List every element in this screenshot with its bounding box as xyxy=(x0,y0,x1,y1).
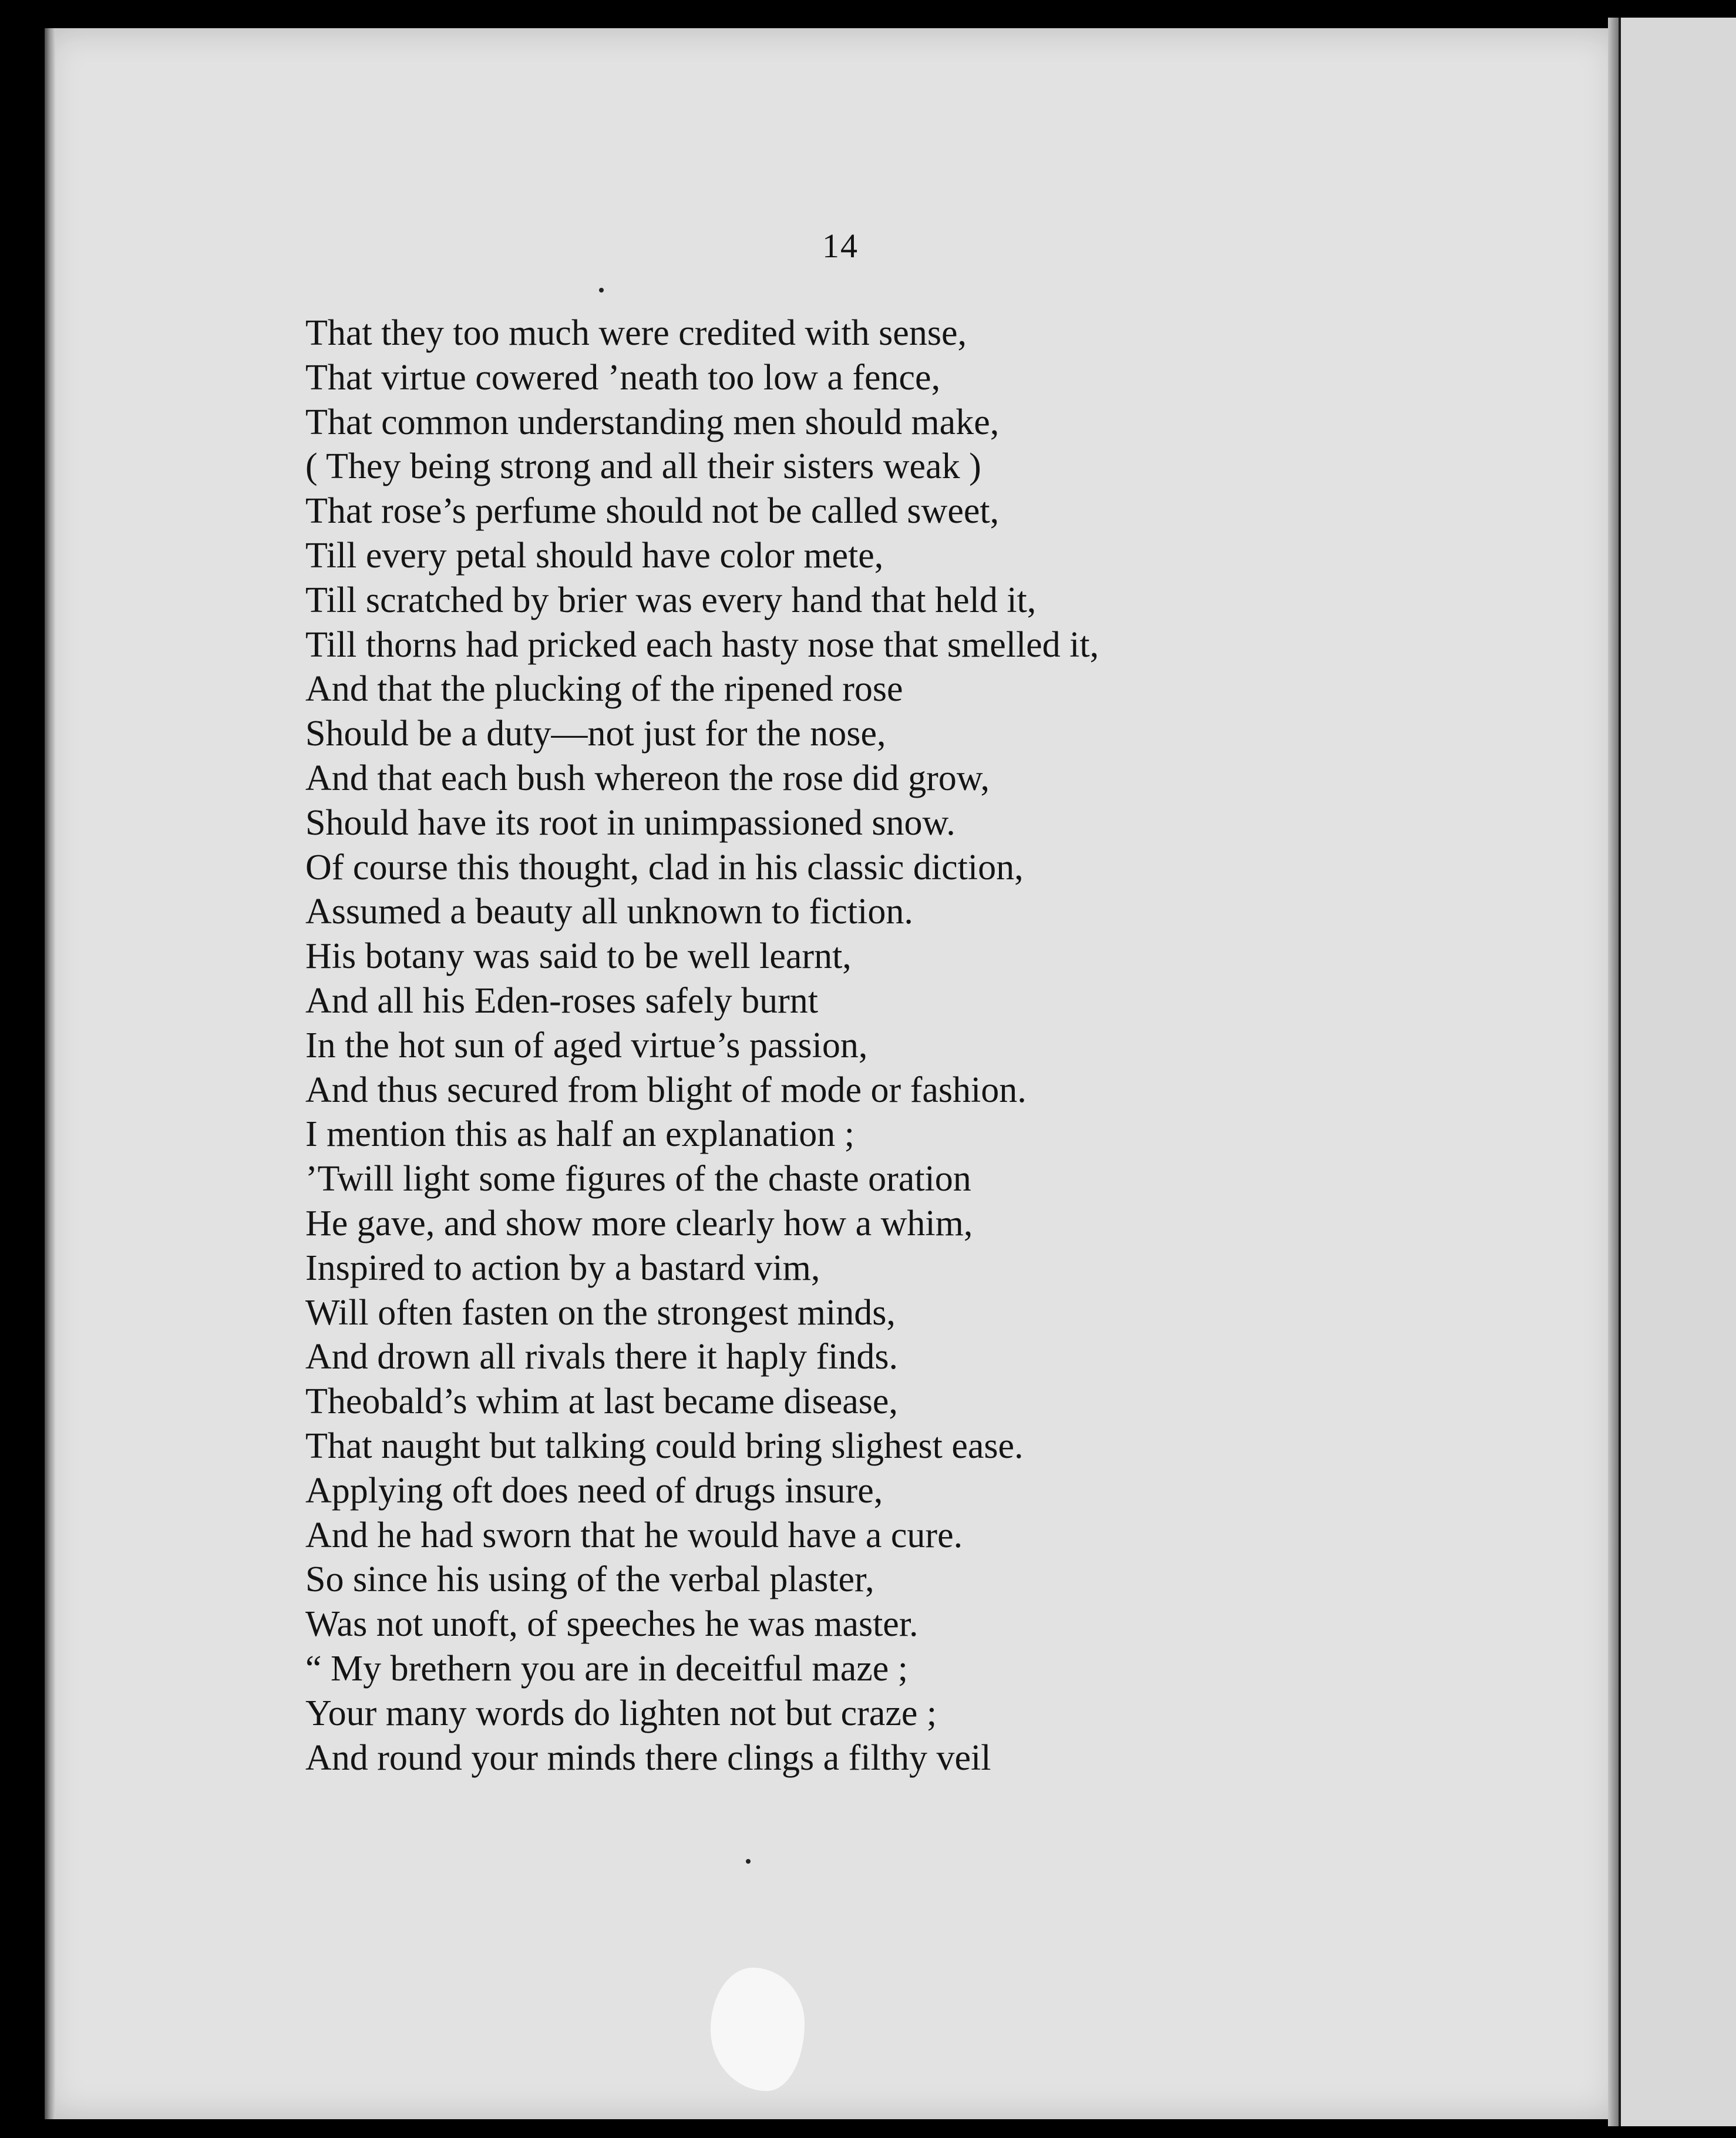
poem-line: In the hot sun of aged virtue’s passion, xyxy=(305,1025,868,1065)
poem-line: So since his using of the verbal plaster, xyxy=(305,1559,874,1600)
poem-line: And thus secured from blight of mode or fashion. xyxy=(305,1070,1027,1110)
page-number: 14 xyxy=(822,227,859,265)
poem-line: Till thorns had pricked each hasty nose that smelled it, xyxy=(305,624,1099,665)
poem-line: Theobald’s whim at last became disease, xyxy=(305,1381,898,1422)
poem-line: Was not unoft, of speeches he was master. xyxy=(305,1604,919,1645)
poem-line: His botany was said to be well learnt, xyxy=(305,936,852,977)
poem-line: Should have its root in unimpassioned snow. xyxy=(305,802,956,843)
poem-line: “ My brethern you are in deceitful maze ; xyxy=(305,1648,908,1689)
poem-line: I mention this as half an explanation ; xyxy=(305,1114,854,1155)
ink-speck xyxy=(599,288,604,293)
poem-line: And drown all rivals there it haply finds. xyxy=(305,1337,899,1377)
facing-page-edge xyxy=(1619,18,1736,2126)
poem-line: Will often fasten on the strongest minds, xyxy=(305,1292,896,1333)
poem-line: Inspired to action by a bastard vim, xyxy=(305,1248,820,1288)
ink-speck xyxy=(746,1859,751,1864)
poem-line: He gave, and show more clearly how a whim, xyxy=(305,1203,973,1243)
poem-line: That naught but talking could bring slighest ease. xyxy=(305,1426,1024,1466)
poem-line: And round your minds there clings a filthy veil xyxy=(305,1737,991,1778)
poem-line: Till scratched by brier was every hand that held it, xyxy=(305,580,1037,620)
poem-line: Assumed a beauty all unknown to fiction. xyxy=(305,892,913,932)
book-gutter xyxy=(1608,18,1619,2126)
poem-line: And he had sworn that he would have a cure. xyxy=(305,1515,963,1555)
poem-text xyxy=(305,311,1362,1780)
poem-line: That they too much were credited with sense, xyxy=(305,313,967,353)
page-left-edge xyxy=(45,28,55,2119)
poem-line: Till every petal should have color mete, xyxy=(305,535,884,576)
poem-line: Should be a duty—not just for the nose, xyxy=(305,714,886,754)
poem-line: Your many words do lighten not but craze ; xyxy=(305,1693,937,1733)
poem-line: ( They being strong and all their sisters weak ) xyxy=(305,446,981,487)
poem-line: Applying oft does need of drugs insure, xyxy=(305,1470,883,1511)
poem-line: That virtue cowered ’neath too low a fence, xyxy=(305,357,941,398)
poem-line: And all his Eden-roses safely burnt xyxy=(305,980,818,1021)
poem-line: That common understanding men should make, xyxy=(305,402,1000,442)
poem-line: That rose’s perfume should not be called sweet, xyxy=(305,491,1000,532)
poem-line: ’Twill light some figures of the chaste oration xyxy=(305,1159,971,1199)
poem-line: And that each bush whereon the rose did grow, xyxy=(305,758,990,798)
poem-line: And that the plucking of the ripened rose xyxy=(305,669,903,710)
poem-line: Of course this thought, clad in his classic diction, xyxy=(305,847,1024,888)
scan-top-border xyxy=(45,12,1736,29)
